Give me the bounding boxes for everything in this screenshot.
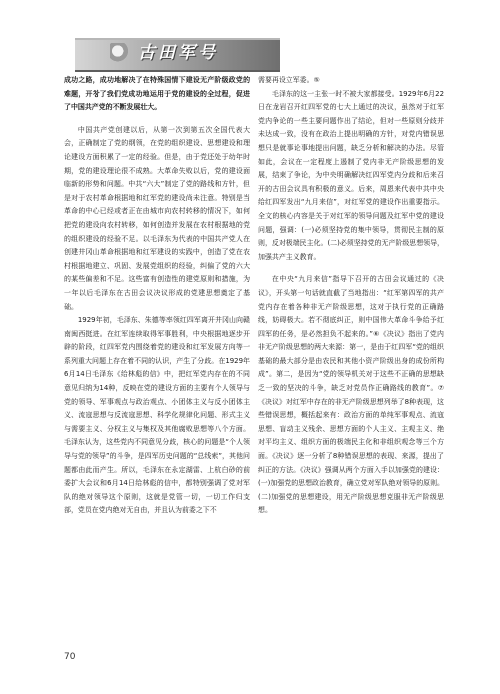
body-paragraph: 在中央“九月来信”指导下召开的古田会议通过的《决议》，开头第一句话就直截了当地指出：“红军第四军的共产党内存在着各种非无产阶级思想，这对于执行党的正确路线，妨碍极大。若不彻底纠正，则中国伟大革命斗争给予红四军的任务，是必然担负不起来的。”⑥《决议》指出了党内非无产阶级思想的两大来源：第一，是由于红四军“党的组织基础的最大部分是由农民和其他小资产阶级出身的成份所构成”。第二，是因为“党的领导机关对于这些不正确的思想缺乏一致的坚决的斗争，缺乏对党员作正确路线的教育”。⑦《决议》对红军中存在的非无产阶级思想列举了8种表现，这些错误思想，概括起来有：政治方面的单纯军事观点、流寇思想、盲动主义残余、思想方面的个人主义、主观主义、绝对平均主义、组织方面的极端民主化和非组织观念等三个方面。《决议》逐一分析了8种错误思想的表现、来源，提出了纠正的方法。《决议》强调从两个方面入手以加强党的建设：(一)加强党的思想政治教育，确立党对军队绝对领导的原则。(二)加强党的思想建设，用无产阶级思想克服非无产阶级思想。 (258, 275, 444, 515)
body-paragraph: 毛泽东的这一主张一时不被大家都接受。1929年6月22日在龙岩召开红四军党的七大上通过的决议，虽然对于红军党内争论的一些主要问题作出了结论，但对一些原则分歧并未达成一致，没有在政治上提出明确的方针，对党内错误思想只是就事论事地提出问题，缺乏分析和解决的办法。尽管如此，会议在一定程度上遏制了党内非无产阶级思想的发展，结束了争论，为中央明确解决红四军党内分歧和后来召开的古田会议具有积极的意义。后来，周恩来代表中共中央给红四军发出“九月来信”，对红军党的建设作出重要指示。全文的核心内容是关于对红军的领导问题及红军中党的建设问题，强调：(一)必须坚持党的集中领导，贯彻民主制的原则，反对极端民主化。(二)必须坚持党的无产阶级思想领导，加强共产主义教育。 (258, 89, 444, 261)
left-column (64, 74, 250, 518)
paragraph-gap (64, 115, 250, 124)
body-paragraph: 1929年初，毛泽东、朱德等率领红四军离开井冈山向赣南闽西挺进。在红军连续取得军事胜利，中央根据地逐步开辟的阶段，红四军党内围绕着党的建设和红军发展方向等一系列重大问题上存在着不同的认识，产生了分歧。在1929年6月14日毛泽东《给林彪的信》中，把红军党内存在的不同意见归纳为14种，反映在党的建设方面的主要有个人领导与党的领导、军事观点与政治观点、小团体主义与反小团体主义、流寇思想与反流寇思想、科学化规律化问题、形式主义与需要主义、分权主义与集权及其他腐败思想等八个方面。毛泽东认为，这些党内不同意见分歧，核心的问题是“个人领导与党的领导”的斗争，是四军历史问题的“总线索”，其他问题都由此而产生。所以，毛泽东在永定湖雷、上杭白砂的前委扩大会议和6月14日给林彪的信中，都特别强调了党对军队的绝对领导这个原则，这就是党管一切，一切工作归支部，党员在党内绝对无自由，并且认为前委之下不 (64, 316, 250, 515)
body-paragraph: 中国共产党创建以后，从第一次到第五次全国代表大会，正确制定了党的纲领，在党的组织建设、思想建设和理论建设方面积累了一定的经验。但是，由于党还处于幼年时期，党的建设理论很不成熟。大革命失败以后，党的建设面临新的形势和问题。中共“六大”制定了党的路线和方针，但是对于农村革命根据地和红军党的建设尚未注意。特别是当革命的中心已经或者正在由城市向农村转移的情况下，如何把党的建设向农村转移，如何创造并发展在农村根据地的党的组织建设的经验不足。以毛泽东为代表的中国共产党人在创建井冈山革命根据地和红军建设的实践中，创造了党在农村根据地建立、巩固、发展党组织的经验，纠偏了党的六大的某些偏差和不足。这些富有创造性的建党原则和措施，为一年以后毛泽东在古田会议决议形成的党建思想奠定了基础。 (64, 125, 250, 311)
page-number: 70 (64, 652, 76, 662)
continued-paragraph: 需要再设立军委。⑤ (258, 76, 320, 84)
ornament-icon (110, 43, 132, 63)
right-column (258, 74, 444, 518)
running-header-title: 古田军号 (138, 43, 218, 63)
paragraph-gap (258, 264, 444, 273)
lead-paragraph: 成功之路，成功地解决了在特殊国情下建设无产阶级政党的难题，开창了我们党成功地运用于党的建设的全过程，促进了中国共产党的不断发展壮大。 (64, 76, 250, 112)
